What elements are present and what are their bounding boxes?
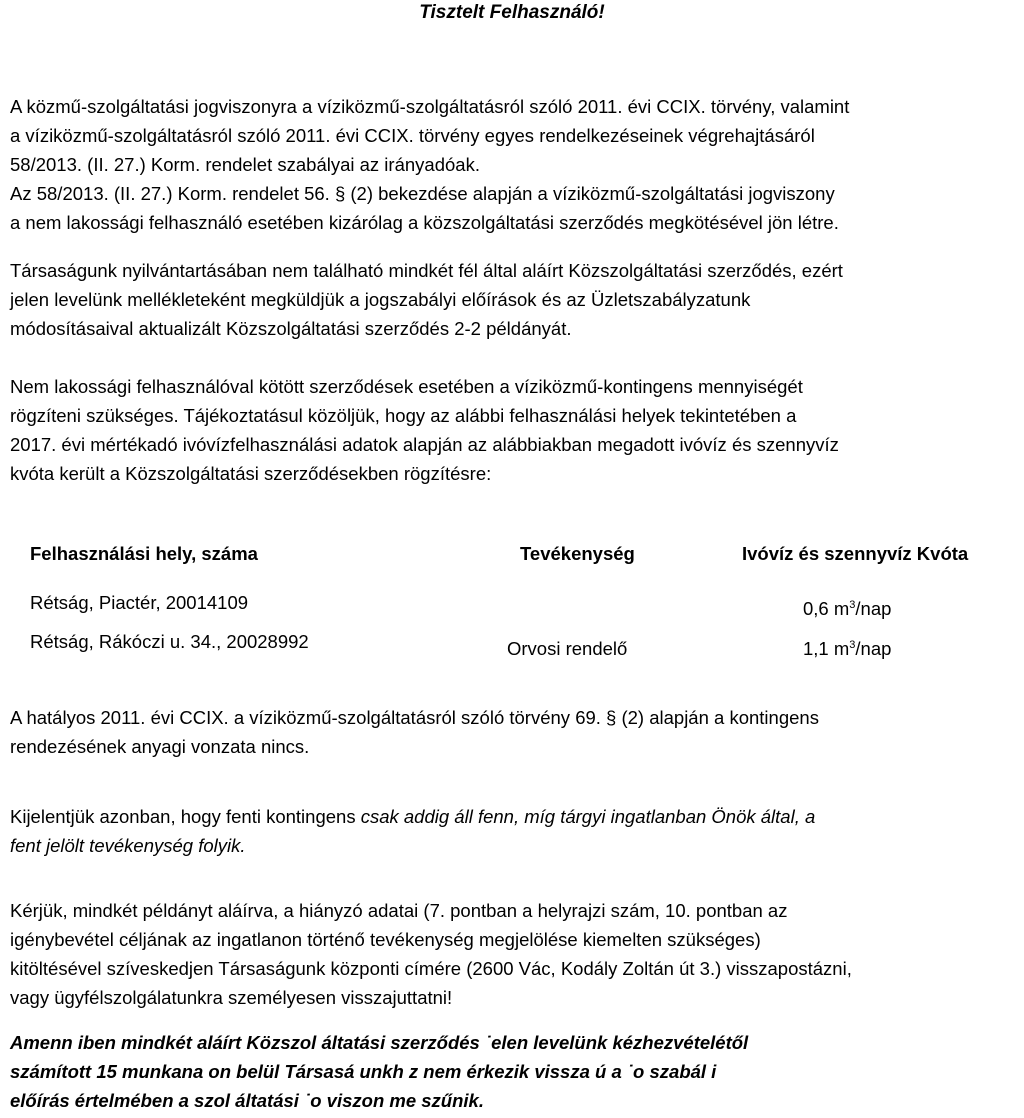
table-cell-place: Rétság, Piactér, 20014109 [30, 592, 249, 613]
table-cell-quota: 1,1 $m^3$/nap [803, 638, 892, 659]
text-line: a nem lakossági felhasználó esetében kizárólag a közszolgáltatási szerződés megkötésével jön létre. [10, 212, 839, 233]
text-line: Kijelentjük azonban, hogy fenti kontingens csak addig áll fenn, míg tárgyi ingatlanban Önök által, a [10, 806, 816, 827]
text-line: A hatályos 2011. évi CCIX. a víziközmű-szolgáltatásról szóló törvény 69. § (2) alapján a kontingens [10, 707, 819, 728]
table-cell-quota: 0,6 $m^3$/nap [803, 598, 892, 619]
text-line: igénybevétel céljának az ingatlanon történő tevékenység megjelölése kiemelten szükséges) [10, 929, 761, 950]
text-line: rögzíteni szükséges. Tájékoztatásul közöljük, hogy az alábbi felhasználási helyek tekintetében a [10, 405, 797, 426]
text-line: a víziközmű-szolgáltatásról szóló 2011. évi CCIX. törvény egyes rendelkezéseinek végrehajtásáról [10, 125, 815, 146]
text-line: Kérjük, mindkét példányt aláírva, a hiányzó adatai (7. pontban a helyrajzi szám, 10. pontban az [10, 900, 788, 921]
text-line: rendezésének anyagi vonzata nincs. [10, 736, 310, 757]
text-line: számított 15 munkana on belül Társasá unkh z nem érkezik vissza ú a ˙o szabál i [10, 1061, 717, 1082]
paragraph-quota-info [10, 372, 1010, 488]
paragraph-contract-missing [10, 256, 1010, 343]
text-line: módosításaival aktualizált Közszolgáltatási szerződés 2-2 példányát. [10, 318, 572, 339]
text-line: fent jelölt tevékenység folyik. [10, 835, 246, 856]
greeting-heading: Tisztelt Felhasználó! [419, 2, 605, 23]
text-line: Amenn iben mindkét aláírt Közszol áltatási szerződés ˙elen levelünk kézhezvételétől [10, 1032, 749, 1053]
paragraph-legal-basis [10, 92, 1010, 237]
text-line: 58/2013. (II. 27.) Korm. rendelet szabályai az irányadóak. [10, 154, 480, 175]
text-line: jelen levelünk mellékleteként megküldjük a jogszabályi előírások és az Üzletszabályzatunk [10, 289, 751, 310]
table-header-quota: Ivóvíz és szennyvíz Kvóta [742, 543, 969, 564]
text-line: Nem lakossági felhasználóval kötött szerződések esetében a víziközmű-kontingens mennyiségét [10, 376, 803, 397]
paragraph-request [10, 896, 1010, 1012]
paragraph-no-cost [10, 703, 1010, 761]
text-line: előírás értelmében a szol áltatási ˙o viszon me szűnik. [10, 1090, 484, 1111]
table-header-place: Felhasználási hely, száma [30, 543, 258, 564]
text-line: Az 58/2013. (II. 27.) Korm. rendelet 56. § (2) bekezdése alapján a víziközmű-szolgáltatási jogviszony [10, 183, 835, 204]
text-line: kitöltésével szíveskedjen Társaságunk központi címére (2600 Vác, Kodály Zoltán út 3.) visszapostázni, [10, 958, 852, 979]
text-line: 2017. évi mértékadó ivóvízfelhasználási adatok alapján az alábbiakban megadott ivóvíz és szennyvíz [10, 434, 839, 455]
footer-warning [10, 1028, 1014, 1115]
text-line: Társaságunk nyilvántartásában nem található mindkét fél által aláírt Közszolgáltatási szerződés, ezért [10, 260, 843, 281]
text-line: vagy ügyfélszolgálatunkra személyesen visszajuttatni! [10, 987, 453, 1008]
table-cell-place: Rétság, Rákóczi u. 34., 20028992 [30, 631, 309, 652]
table-header-activity: Tevékenység [520, 543, 635, 564]
text-line: kvóta került a Közszolgáltatási szerződésekben rögzítésre: [10, 463, 492, 484]
table-cell-activity: Orvosi rendelő [507, 638, 628, 659]
paragraph-declaration [10, 802, 1010, 860]
text-line: A közmű-szolgáltatási jogviszonyra a víziközmű-szolgáltatásról szóló 2011. évi CCIX. törvény, valamint [10, 96, 850, 117]
